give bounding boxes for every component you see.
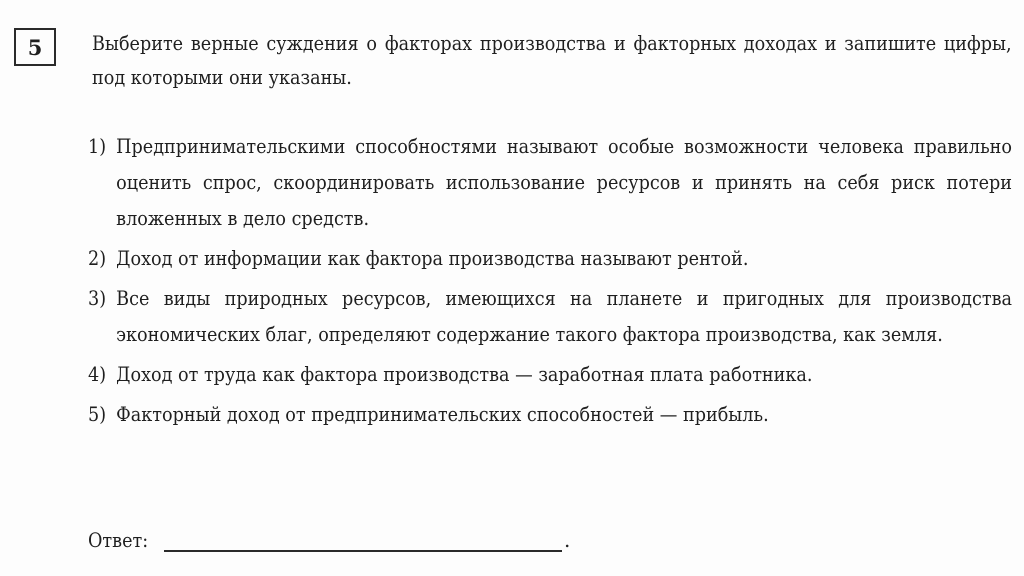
option-text: Предпринимательскими способностями называют особые возможности человека правильно оценить спрос, скоординировать использование ресурсов и принять на себя риск потери вложенных в дело средств. — [116, 134, 1012, 230]
question-text: Выберите верные суждения о факторах производства и факторных доходах и запишите цифры, под которыми они указаны. — [92, 31, 1012, 89]
option-number: 4) — [88, 362, 107, 386]
options-list — [88, 128, 1012, 436]
option-item — [88, 240, 1012, 276]
option-text: Доход от труда как фактора производства — заработная плата работника. — [116, 362, 813, 386]
answer-trailing-dot: . — [564, 528, 571, 552]
answer-label: Ответ: — [88, 528, 149, 552]
option-number: 1) — [88, 134, 107, 158]
option-item — [88, 128, 1012, 236]
option-number: 5) — [88, 402, 107, 426]
answer-row — [88, 528, 570, 552]
option-text: Все виды природных ресурсов, имеющихся на планете и пригодных для производства экономических благ, определяют содержание такого фактора производства, как земля. — [116, 286, 1012, 346]
option-text: Факторный доход от предпринимательских способностей — прибыль. — [116, 402, 769, 426]
task-number-box: 5 — [14, 28, 56, 66]
option-item — [88, 396, 1012, 432]
option-number: 2) — [88, 246, 107, 270]
option-text: Доход от информации как фактора производства называют рентой. — [116, 246, 749, 270]
answer-field[interactable] — [164, 528, 562, 552]
option-item — [88, 280, 1012, 352]
option-number: 3) — [88, 286, 107, 310]
option-item — [88, 356, 1012, 392]
